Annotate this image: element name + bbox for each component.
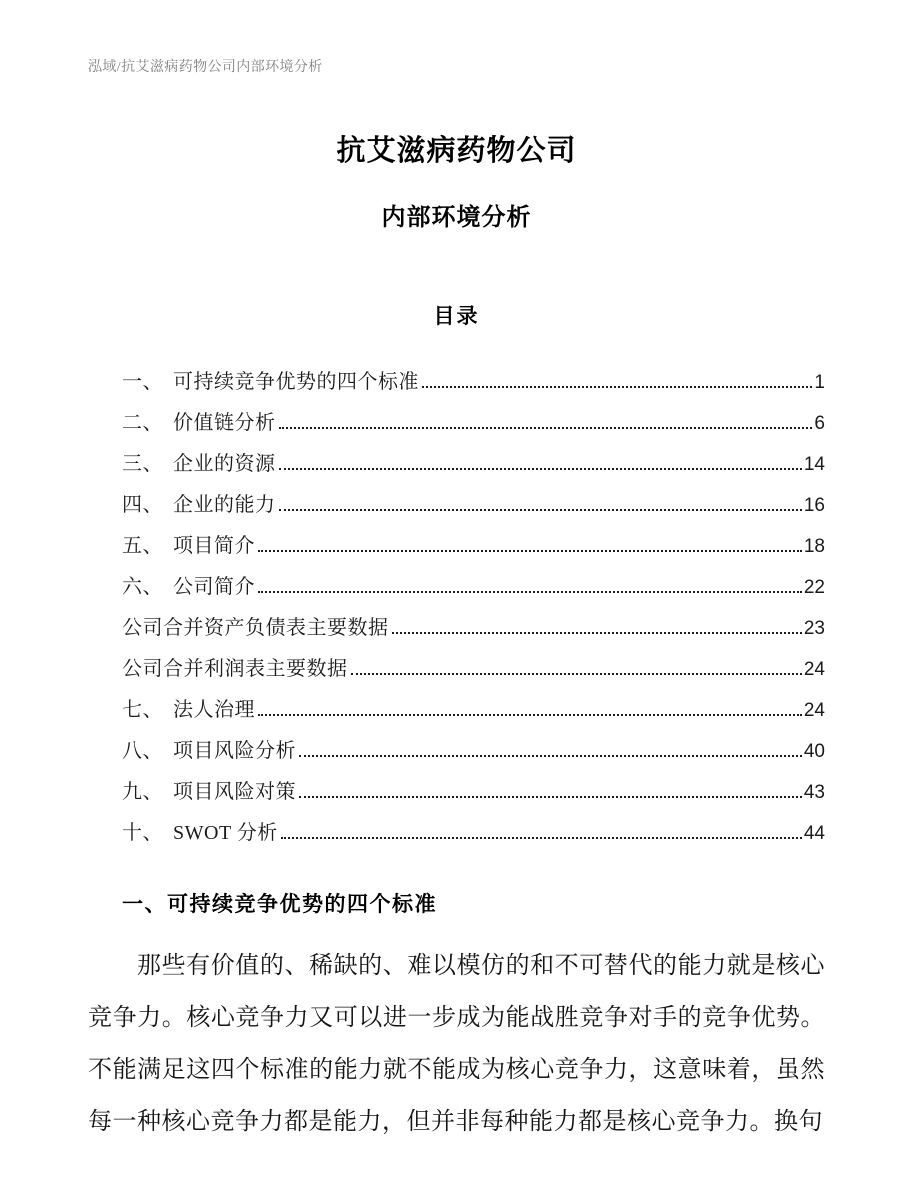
toc-entry[interactable] — [88, 649, 825, 690]
toc-entry-page-number: 43 — [803, 782, 825, 803]
toc-entry-page-number: 14 — [803, 454, 825, 475]
toc-entry-number: 三、 — [122, 453, 163, 475]
toc-dot-leader — [279, 468, 802, 470]
toc-entry[interactable] — [88, 362, 825, 403]
toc-entry-number: 九、 — [122, 781, 163, 803]
toc-entry[interactable] — [88, 444, 825, 485]
toc-entry-page-number: 1 — [814, 372, 825, 393]
toc-entry-page-number: 16 — [803, 495, 825, 516]
toc-entry-label: 企业的能力 — [173, 494, 276, 516]
toc-entry[interactable] — [88, 731, 825, 772]
toc-entry-page-number: 24 — [803, 700, 825, 721]
toc-entry-label: 公司合并资产负债表主要数据 — [122, 617, 389, 639]
toc-entry[interactable] — [88, 690, 825, 731]
toc-dot-leader — [299, 796, 802, 798]
toc-entry-label: 价值链分析 — [173, 412, 276, 434]
toc-entry-number: 二、 — [122, 412, 163, 434]
section-heading: 一、可持续竞争优势的四个标准 — [122, 892, 437, 916]
toc-entry-number: 六、 — [122, 576, 163, 598]
body-paragraph: 那些有价值的、稀缺的、难以模仿的和不可替代的能力就是核心竞争力。核心竞争力又可以进一步成为能战胜竞争对手的竞争优势。不能满足这四个标准的能力就不能成为核心竞争力，这意味着，虽然每一种核心竞争力都是能力，但并非每种能力都是核心竞争力。换句 — [88, 953, 825, 1135]
toc-list — [88, 362, 825, 854]
toc-dot-leader — [351, 673, 802, 675]
toc-entry-number: 七、 — [122, 699, 163, 721]
toc-entry-page-number: 23 — [803, 618, 825, 639]
document-header: 泓域/抗艾滋病药物公司内部环境分析 — [88, 60, 323, 75]
toc-entry-label: 法人治理 — [173, 699, 255, 721]
toc-dot-leader — [299, 755, 802, 757]
document-subtitle: 内部环境分析 — [381, 204, 532, 231]
toc-entry[interactable] — [88, 403, 825, 444]
toc-entry[interactable] — [88, 485, 825, 526]
toc-entry[interactable] — [88, 608, 825, 649]
toc-entry-number: 一、 — [122, 371, 163, 393]
toc-entry-label: 企业的资源 — [173, 453, 276, 475]
toc-dot-leader — [258, 714, 802, 716]
toc-entry-label: 可持续竞争优势的四个标准 — [173, 371, 419, 393]
toc-entry-label: 项目简介 — [173, 535, 255, 557]
toc-dot-leader — [392, 632, 802, 634]
toc-entry-number: 五、 — [122, 535, 163, 557]
toc-entry-page-number: 6 — [814, 413, 825, 434]
toc-dot-leader — [258, 591, 802, 593]
toc-entry-page-number: 40 — [803, 741, 825, 762]
toc-entry[interactable] — [88, 526, 825, 567]
toc-entry-label: 项目风险对策 — [173, 781, 296, 803]
toc-entry-page-number: 22 — [803, 577, 825, 598]
toc-entry-label: 公司简介 — [173, 576, 255, 598]
toc-dot-leader — [258, 550, 802, 552]
toc-entry-number: 四、 — [122, 494, 163, 516]
toc-entry-number: 八、 — [122, 740, 163, 762]
toc-entry-label: SWOT 分析 — [173, 822, 278, 844]
toc-entry-number: 十、 — [122, 822, 163, 844]
document-title: 抗艾滋病药物公司 — [336, 135, 577, 167]
toc-entry-label: 项目风险分析 — [173, 740, 296, 762]
toc-entry-page-number: 24 — [803, 659, 825, 680]
toc-entry[interactable] — [88, 772, 825, 813]
toc-entry-page-number: 44 — [803, 823, 825, 844]
toc-entry-page-number: 18 — [803, 536, 825, 557]
toc-dot-leader — [279, 509, 802, 511]
toc-heading: 目录 — [433, 304, 480, 328]
toc-entry[interactable] — [88, 567, 825, 608]
toc-dot-leader — [281, 837, 802, 839]
toc-entry-label: 公司合并利润表主要数据 — [122, 658, 348, 680]
toc-dot-leader — [279, 427, 813, 429]
toc-dot-leader — [422, 386, 812, 388]
toc-entry[interactable] — [88, 813, 825, 854]
